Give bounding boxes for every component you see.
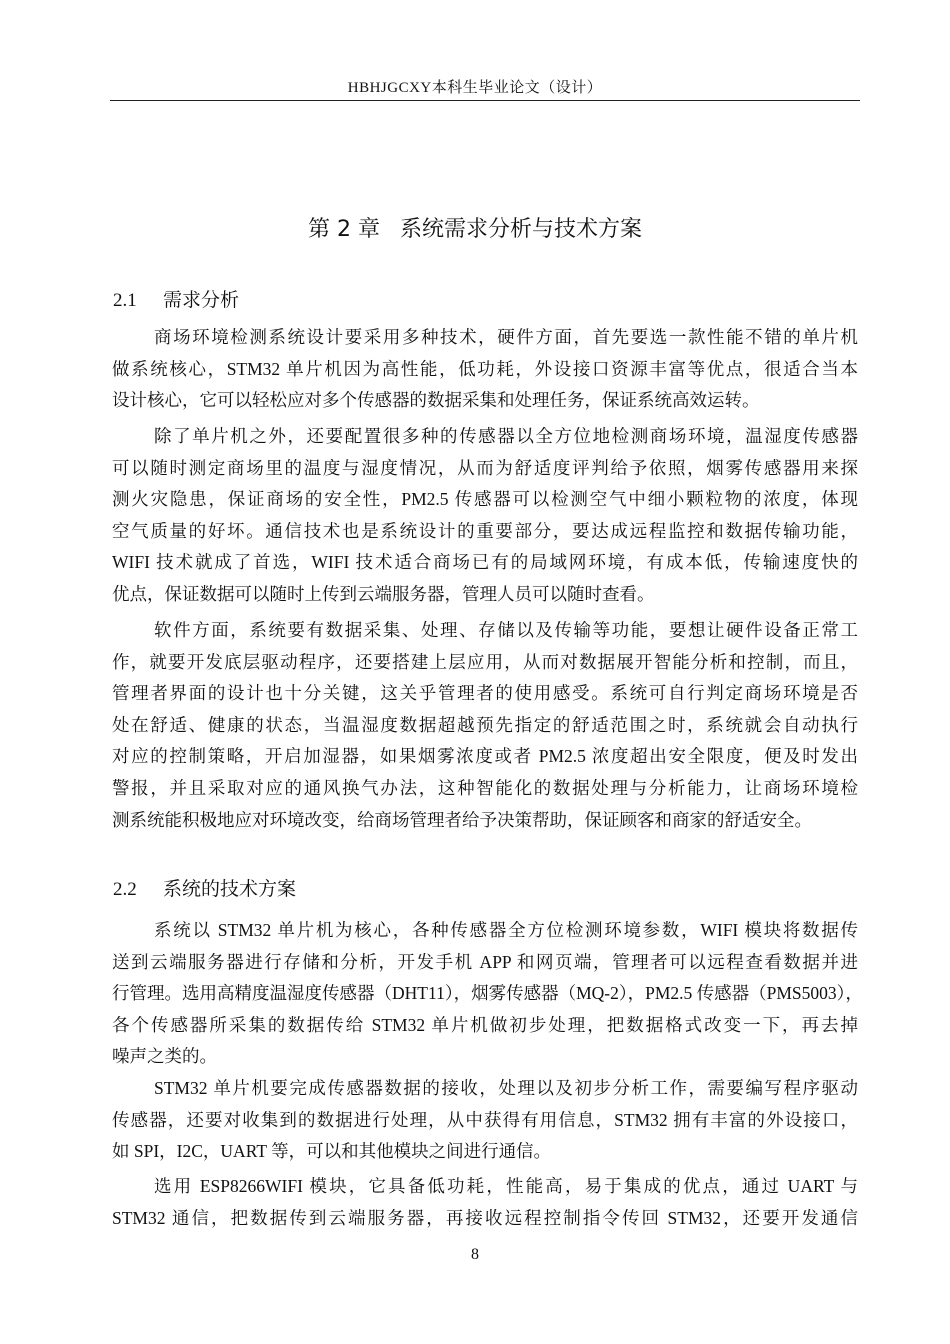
section-number: 2.2 (113, 879, 137, 900)
text-line: 送到云端服务器进行存储和分析，开发手机 APP 和网页端，管理者可以远程查看数据并进 (112, 951, 858, 972)
paragraph (112, 1171, 858, 1234)
section-heading-2-1 (113, 285, 239, 312)
text-line: 优点，保证数据可以随时上传到云端服务器，管理人员可以随时查看。 (112, 583, 655, 604)
text-line: 噪声之类的。 (112, 1046, 217, 1067)
text-line: 处在舒适、健康的状态，当温湿度数据超越预先指定的舒适范围之时，系统就会自动执行 (112, 714, 858, 735)
text-line: 行管理。选用高精度温湿度传感器（DHT11），烟雾传感器（MQ-2），PM2.5 传感器（PMS5003）， (112, 983, 863, 1004)
text-line: 可以随时测定商场里的温度与湿度情况，从而为舒适度评判给予依照，烟雾传感器用来探 (112, 457, 858, 478)
text-line: 商场环境检测系统设计要采用多种技术，硬件方面，首先要选一款性能不错的单片机 (154, 327, 858, 347)
text-line: 系统以 STM32 单片机为核心，各种传感器全方位检测环境参数，WIFI 模块将数据传 (154, 920, 858, 940)
paragraph (112, 322, 858, 417)
paragraph (112, 421, 858, 611)
text-line: STM32 单片机要完成传感器数据的接收，处理以及初步分析工作，需要编写程序驱动 (154, 1078, 858, 1098)
section-number: 2.1 (113, 290, 137, 311)
paragraph (112, 615, 858, 836)
text-line: 空气质量的好坏。通信技术也是系统设计的重要部分，要达成远程监控和数据传输功能， (112, 520, 858, 541)
text-line: 传感器，还要对收集到的数据进行处理，从中获得有用信息，STM32 拥有丰富的外设接口， (112, 1109, 858, 1130)
section-title: 需求分析 (163, 289, 240, 311)
text-line: 各个传感器所采集的数据传给 STM32 单片机做初步处理，把数据格式改变一下，再去掉 (112, 1014, 858, 1035)
text-line: STM32 通信，把数据传到云端服务器，再接收远程控制指令传回 STM32，还要开发通信 (112, 1207, 858, 1228)
text-line: 选用 ESP8266WIFI 模块，它具备低功耗，性能高，易于集成的优点，通过 UART 与 (154, 1176, 858, 1196)
section-title: 系统的技术方案 (163, 878, 297, 900)
text-line: 对应的控制策略，开启加湿器，如果烟雾浓度或者 PM2.5 浓度超出安全限度，便及时发出 (112, 746, 858, 767)
text-line: 测系统能积极地应对环境改变，给商场管理者给予决策帮助，保证顾客和商家的舒适安全。 (112, 809, 812, 830)
text-line: 设计核心，它可以轻松应对多个传感器的数据采集和处理任务，保证系统高效运转。 (112, 390, 760, 411)
chapter-name: 系统需求分析与技术方案 (399, 217, 642, 242)
text-line: 除了单片机之外，还要配置很多种的传感器以全方位地检测商场环境，温湿度传感器 (154, 426, 858, 446)
paragraph (112, 1073, 858, 1168)
chapter-title (0, 212, 950, 243)
text-line: 测火灾隐患，保证商场的安全性，PM2.5 传感器可以检测空气中细小颗粒物的浓度，体现 (112, 489, 858, 510)
chapter-number: 第 2 章 (308, 217, 380, 242)
text-line: 如 SPI，I2C，UART 等，可以和其他模块之间进行通信。 (112, 1141, 552, 1162)
text-line: 管理者界面的设计也十分关键，这关乎管理者的使用感受。系统可自行判定商场环境是否 (112, 683, 858, 704)
page-number: 8 (471, 1246, 479, 1263)
text-line: 软件方面，系统要有数据采集、处理、存储以及传输等功能，要想让硬件设备正常工 (154, 620, 858, 640)
text-line: 警报，并且采取对应的通风换气办法，这种智能化的数据处理与分析能力，让商场环境检 (112, 777, 858, 798)
running-header: HBHJGCXY本科生毕业论文（设计） (347, 80, 603, 96)
text-line: 做系统核心，STM32 单片机因为高性能，低功耗，外设接口资源丰富等优点，很适合当本 (112, 358, 858, 379)
text-line: 作，就要开发底层驱动程序，还要搭建上层应用，从而对数据展开智能分析和控制，而且， (112, 651, 858, 672)
section-heading-2-2 (113, 874, 296, 901)
text-line: WIFI 技术就成了首选，WIFI 技术适合商场已有的局域网环境，有成本低，传输速度快的 (112, 552, 858, 573)
paragraph (112, 915, 863, 1073)
header-rule (110, 100, 860, 101)
